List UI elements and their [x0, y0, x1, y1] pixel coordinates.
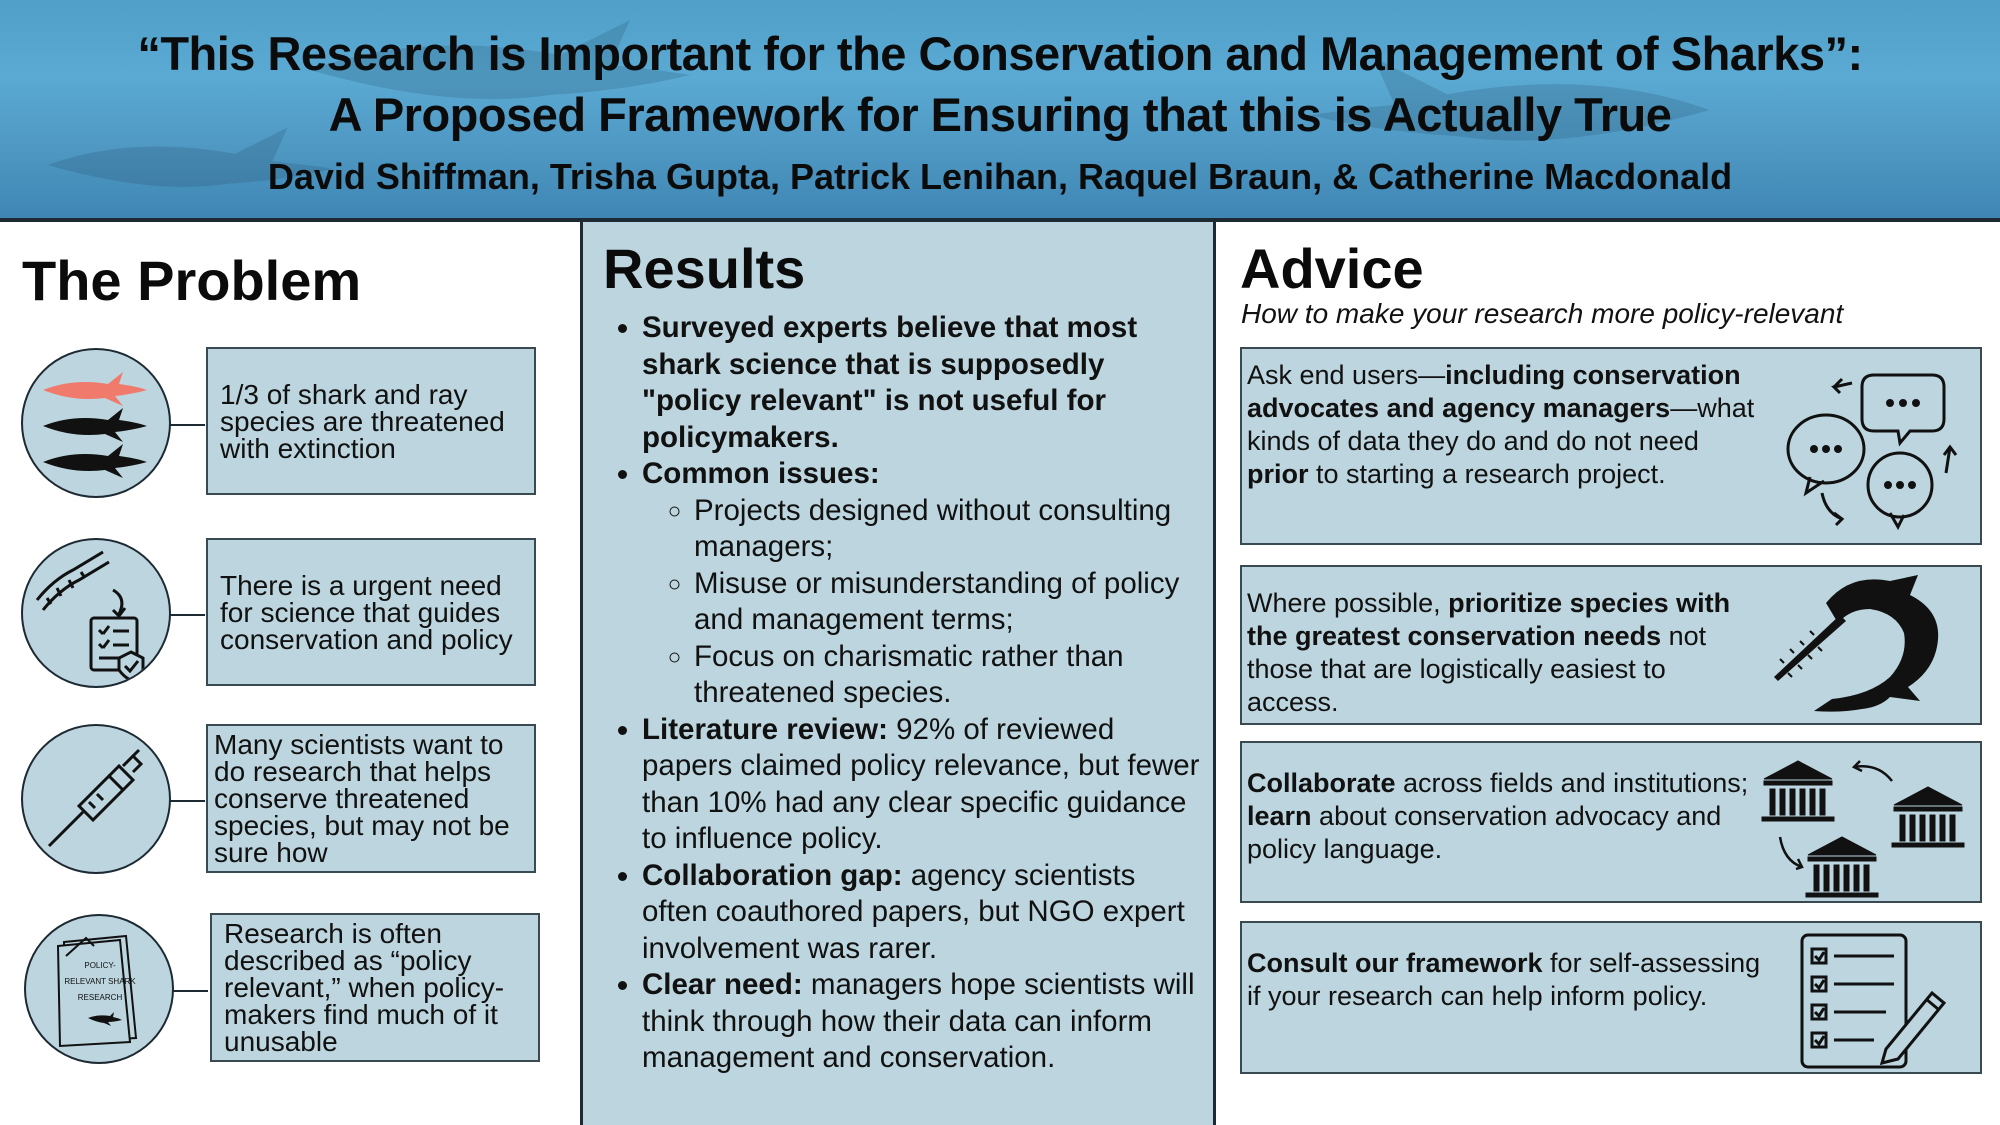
results-bullet-5: • Clear need: managers hope scientists will think through how their data can inform management and conservation. — [642, 967, 1202, 1077]
pipette-icon — [21, 724, 171, 874]
booklet-label: POLICY-RELEVANT SHARK RESEARCH — [64, 961, 136, 1002]
problem-box-3 — [206, 724, 536, 873]
problem-box-2 — [206, 538, 536, 686]
advice-text-2: Where possible, prioritize species with the greatest conservation needs not those that are logistically easiest to access. — [1247, 588, 1731, 717]
institutions-icon — [1758, 751, 1968, 901]
results-list — [612, 310, 1202, 1077]
advice-text-1: Ask end users—including conservation advocates and agency managers—what kinds of data they do and do not need prior to starting a research project. — [1247, 360, 1755, 489]
advice-box-3 — [1240, 741, 1982, 903]
problem-text-2: There is a urgent need for science that guides conservation and policy — [220, 569, 513, 655]
results-bullet-3: • Literature review: 92% of reviewed papers claimed policy relevance, but fewer than 10% had any clear specific guidance to influence policy. — [642, 712, 1202, 858]
problem-heading: The Problem — [22, 249, 362, 312]
problem-text-3: Many scientists want to do research that helps conserve threatened species, but may not be sure how — [214, 729, 510, 868]
results-subbullet-1: ◦ Projects designed without consulting managers; — [694, 493, 1202, 566]
speech-bubbles-icon — [1782, 363, 1962, 533]
poster-title-line2: A Proposed Framework for Ensuring that this is Actually True — [328, 88, 1672, 141]
problem-text-1: 1/3 of shark and ray species are threatened with extinction — [220, 378, 505, 464]
results-heading: Results — [603, 237, 806, 300]
problem-text-4: Research is often described as “policy relevant,” when policy-makers find much of it unusable — [224, 918, 505, 1057]
connector-line — [169, 800, 205, 802]
problem-box-4 — [210, 913, 540, 1062]
problem-box-1 — [206, 347, 536, 495]
results-subbullet-2: ◦ Misuse or misunderstanding of policy and management terms; — [694, 566, 1202, 639]
header-banner — [0, 0, 2000, 222]
connector-line — [169, 424, 205, 426]
connector-line — [172, 990, 208, 992]
research-booklet-icon — [24, 914, 174, 1064]
results-bullet-4: • Collaboration gap: agency scientists often coauthored papers, but NGO expert involvement was rarer. — [642, 858, 1202, 968]
advice-box-4 — [1240, 921, 1982, 1074]
sawfish-icon — [1770, 573, 1950, 721]
results-subbullet-3: ◦ Focus on charismatic rather than threatened species. — [694, 639, 1202, 712]
advice-box-1 — [1240, 347, 1982, 545]
poster-title-line1: “This Research is Important for the Conservation and Management of Sharks”: — [137, 27, 1863, 80]
author-list: David Shiffman, Trisha Gupta, Patrick Lenihan, Raquel Braun, & Catherine Macdonald — [267, 156, 1733, 197]
results-bullet-1: • Surveyed experts believe that most shark science that is supposedly "policy relevant" is not useful for policymakers. — [642, 310, 1202, 456]
advice-text-4: Consult our framework for self-assessing if your research can help inform policy. — [1247, 948, 1761, 1011]
dna-checklist-icon — [21, 538, 171, 688]
results-bullet-2: • Common issues: ◦ Projects designed without consulting managers; ◦ Misuse or misunderstanding of policy and management terms; ◦ Focus on charismatic rather than threatened species. — [642, 456, 1202, 712]
advice-box-2 — [1240, 565, 1982, 725]
advice-heading: Advice — [1240, 237, 1424, 300]
advice-subtitle: How to make your research more policy-relevant — [1241, 298, 1844, 329]
shark-silhouettes-icon — [21, 348, 171, 498]
checklist-pencil-icon — [1790, 931, 1950, 1071]
advice-text-3: Collaborate across fields and institutions; learn about conservation advocacy and policy language. — [1247, 768, 1749, 864]
connector-line — [169, 614, 205, 616]
